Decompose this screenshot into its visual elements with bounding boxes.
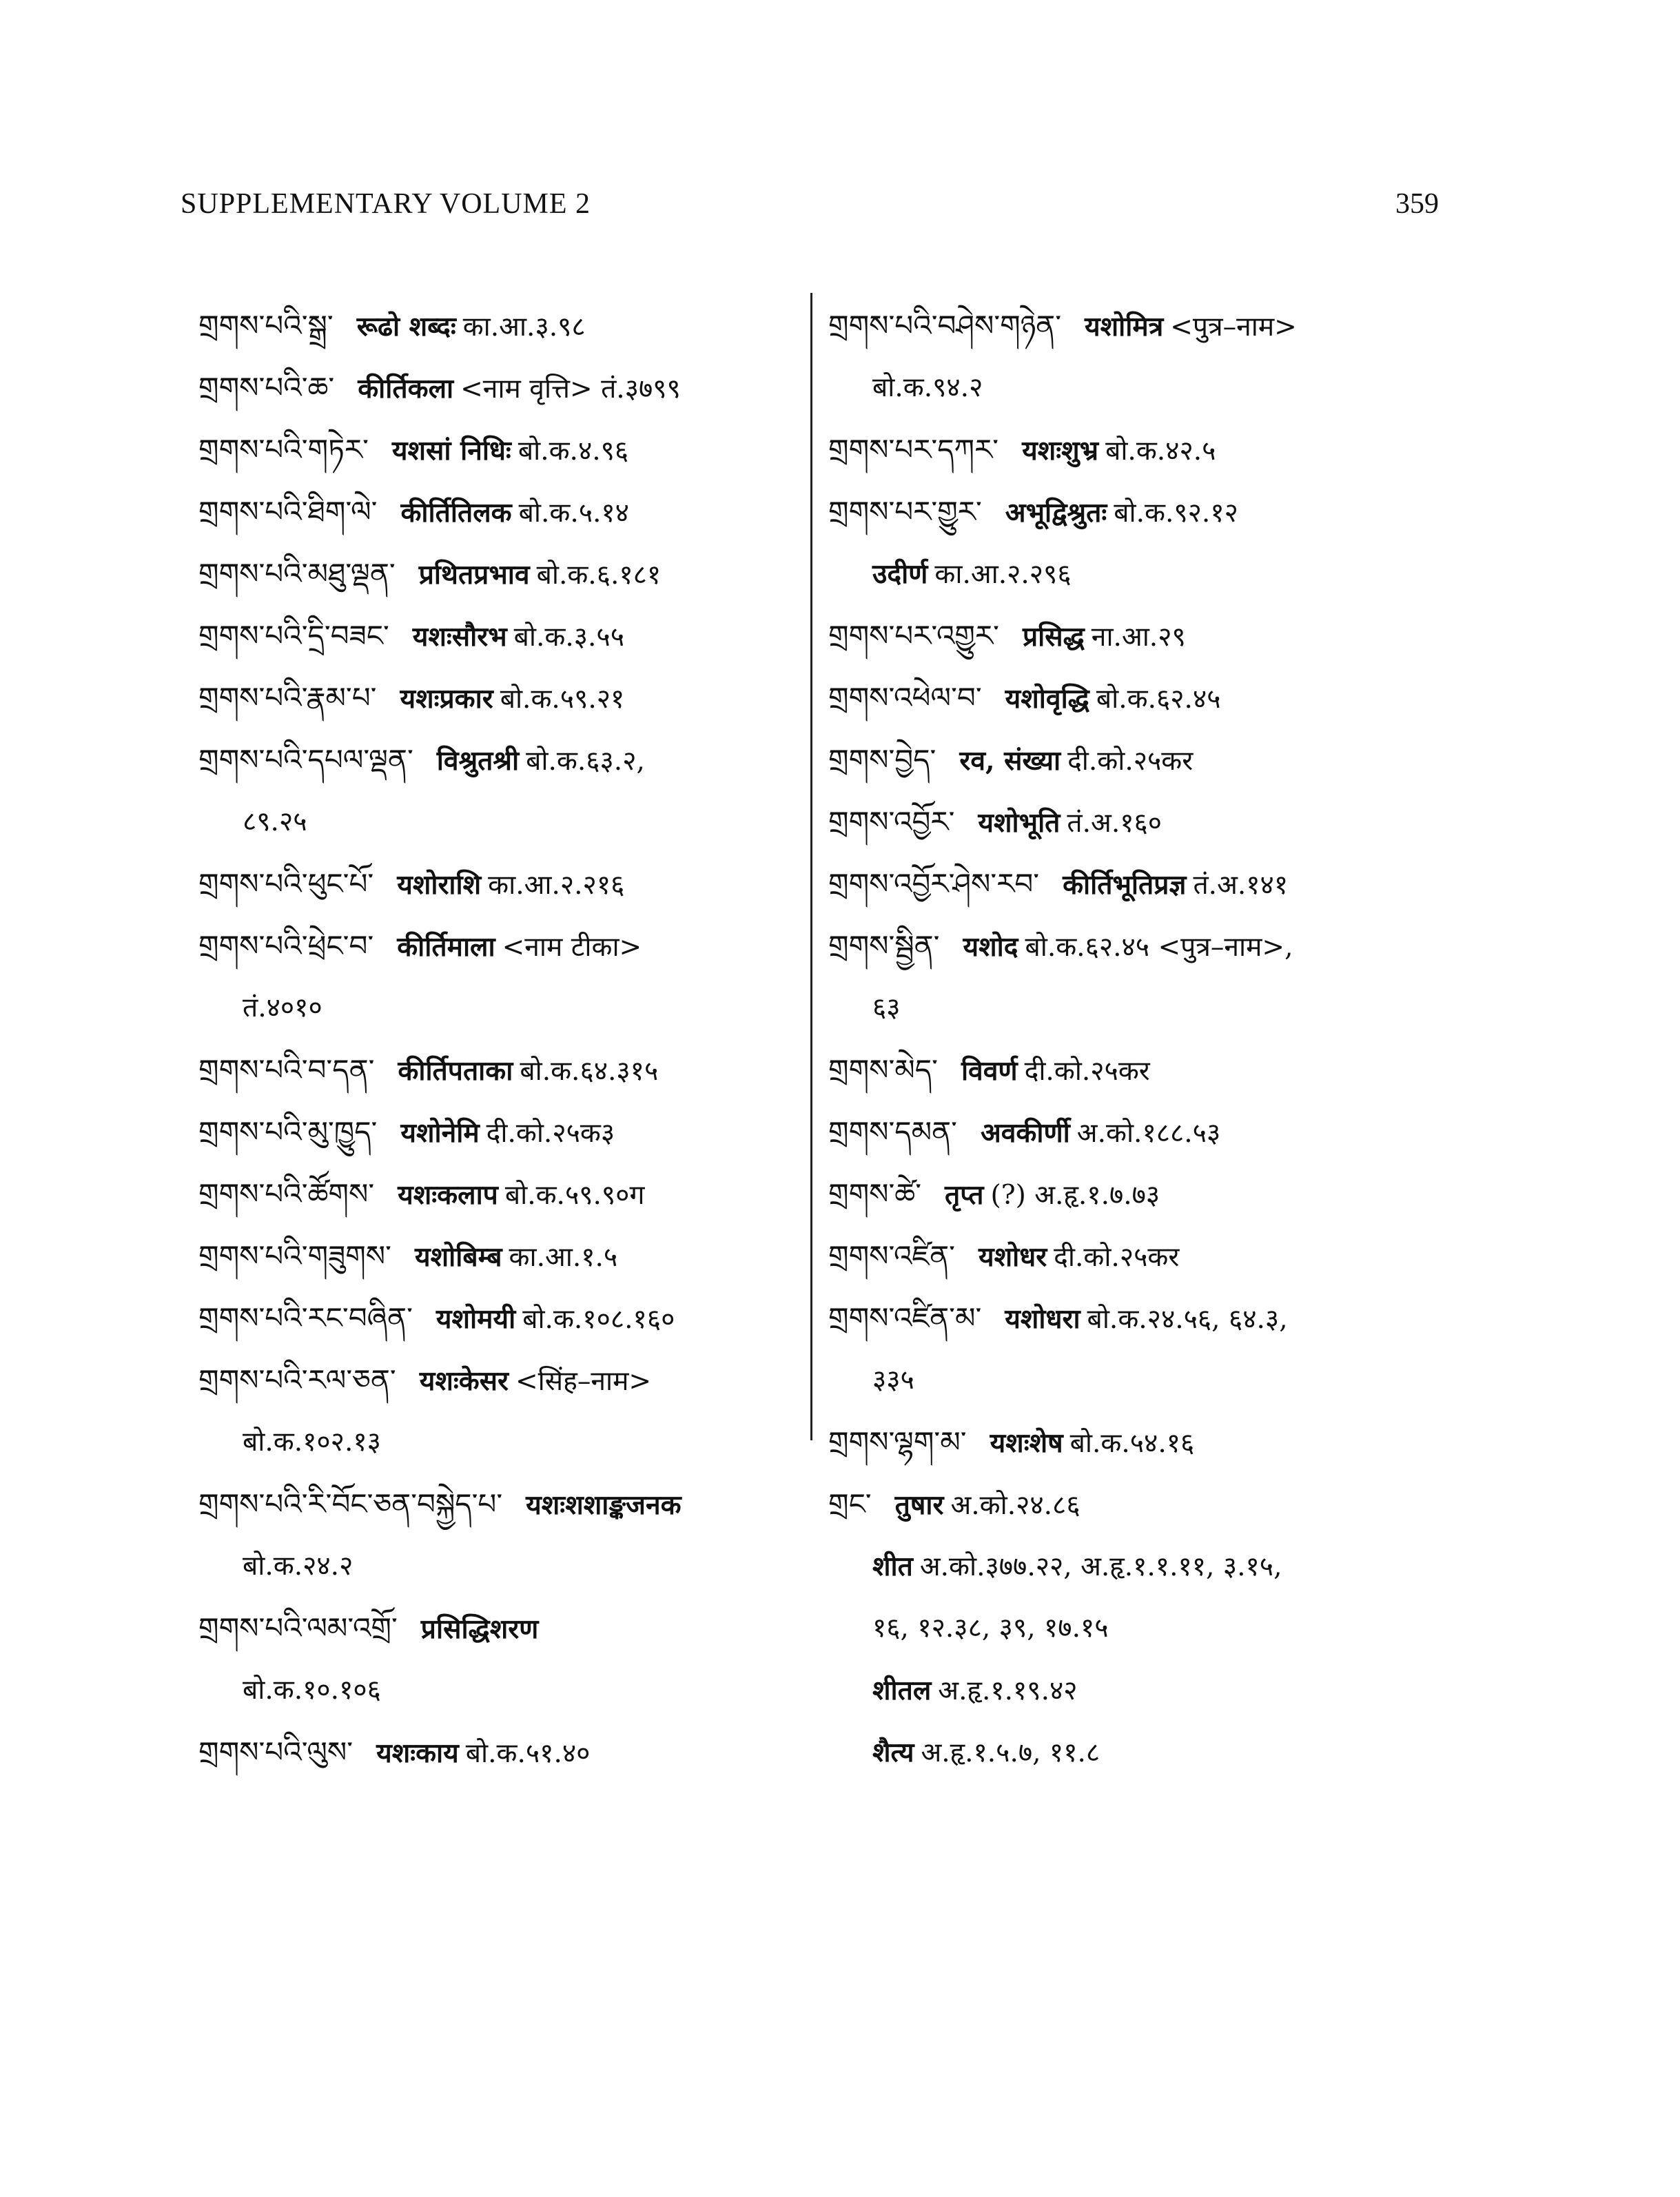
dictionary-entry [198,667,805,729]
entry-continuation [198,791,805,853]
dictionary-entry [198,419,805,481]
entry-reference: बो.क.९४.२ [872,372,983,403]
tibetan-headword: གྲགས་པའི་མཐུ་ལྡན་ [198,557,396,591]
tibetan-headword: གྲགས་པའི་གཟུགས་ [198,1239,391,1273]
tibetan-headword: གྲགས་པའི་དཔལ་ལྡན་ [198,743,413,777]
dictionary-entry [198,729,805,791]
tibetan-headword: གྲགས་པའི་སྒྲ་ [198,309,334,343]
entry-reference: तं.अ.१४१ [1193,870,1289,901]
dictionary-entry [828,1411,1448,1473]
sanskrit-term: उदीर्ण [872,558,928,590]
sanskrit-term: प्रथितप्रभाव [418,559,530,591]
sanskrit-term: कीर्तिमाला [397,931,495,963]
dictionary-entry [198,543,805,605]
sanskrit-term: कीर्तिकला [358,373,454,405]
tibetan-headword: གྲགས་པའི་ལམ་འགྲོ་ [198,1611,398,1645]
dictionary-entry [198,1473,805,1535]
sanskrit-term: शीतल [872,1675,932,1706]
dictionary-entry [198,605,805,667]
sanskrit-term: यशःशेष [990,1427,1063,1459]
dictionary-entry [828,419,1448,481]
entry-reference: ६३ [872,992,901,1023]
entry-reference: बो.क.२४.५६, ६४.३, [1087,1304,1288,1335]
sanskrit-term: विश्रुतश्री [436,745,520,777]
sanskrit-term: प्रसिद्धिशरण [420,1613,539,1645]
tibetan-headword: གྲགས་བྱེད་ [828,743,936,777]
running-title: SUPPLEMENTARY VOLUME 2 [181,188,591,220]
sanskrit-term: यशोद [963,931,1018,963]
dictionary-entry [828,605,1448,667]
entry-reference: का.आ.२.२१६ [488,870,625,901]
entry-reference: अ.को.३७७.२२, अ.हृ.१.१.११, ३.१५, [919,1551,1282,1582]
entry-reference: का.आ.२.२९६ [934,559,1072,590]
entry-reference: ३३५ [872,1365,914,1396]
entry-reference: बो.क.१०२.१३ [243,1427,381,1458]
dictionary-entry [198,481,805,543]
entry-reference: बो.क.१०८.१६० [522,1304,675,1335]
sanskrit-term: यशोमयी [436,1303,516,1335]
column-divider [810,293,812,1440]
sanskrit-term: यशोधरा [1005,1303,1080,1335]
entry-continuation [828,1597,1448,1659]
sanskrit-term: प्रसिद्ध [1022,621,1085,653]
tibetan-headword: གྲགས་པར་གྱུར་ [828,495,982,529]
entry-reference: ना.आ.२९ [1091,622,1186,653]
entry-reference: बो.क.९२.१२ [1114,498,1238,529]
sub-entry [828,543,1448,605]
sub-entry [828,1535,1448,1597]
tibetan-headword: གྲགས་འཛིན་མ་ [828,1301,982,1335]
sanskrit-term: यशोधर [978,1241,1047,1273]
entry-continuation [828,1349,1448,1411]
sanskrit-term: यशःसौरभ [412,621,507,653]
entry-reference: <पुत्र–नाम> [1170,311,1297,343]
sub-entry [828,1721,1448,1784]
entry-reference: बो.क.६.१८१ [536,560,662,591]
dictionary-entry [198,1287,805,1349]
dictionary-entry [198,1039,805,1101]
sanskrit-term: रूढो शब्दः [356,311,456,343]
tibetan-headword: གྲགས་པའི་བ་དན་ [198,1053,375,1087]
entry-reference: बो.क.४२.५ [1105,436,1216,467]
entry-reference: का.आ.३.९८ [462,311,586,343]
tibetan-headword: གྲགས་པའི་ཆ་ [198,371,335,405]
entry-continuation [198,1411,805,1473]
dictionary-entry [828,295,1448,357]
dictionary-entry [198,915,805,977]
sanskrit-term: कीर्तिभूतिप्रज्ञ [1063,869,1187,901]
dictionary-entry [198,1597,805,1659]
tibetan-headword: གྲགས་པའི་རང་བཞིན་ [198,1301,413,1335]
sanskrit-term: विवर्ण [961,1055,1018,1087]
entry-continuation [828,977,1448,1039]
entry-reference: बो.क.५१.४० [465,1738,591,1769]
entry-reference: अ.को.२४.८६ [950,1490,1080,1521]
entry-reference: (?) अ.हृ.१.७.७३ [990,1180,1160,1211]
entry-reference: बो.क.१०.१०६ [243,1675,381,1706]
sanskrit-term: अवकीर्णी [980,1117,1070,1149]
sanskrit-term: रव, संख्या [959,745,1061,777]
entry-reference: बो.क.५४.१६ [1069,1428,1195,1459]
tibetan-headword: གྲགས་པའི་ཐིག་ལེ་ [198,495,378,529]
tibetan-headword: གྲགས་ཚེ་ [828,1177,922,1211]
tibetan-headword: གྲགས་པའི་ཕུང་པོ་ [198,867,374,901]
entry-reference: बो.क.५.१४ [518,498,629,529]
sanskrit-term: यशसां निधिः [391,435,511,467]
dictionary-entry [828,1163,1448,1225]
entry-reference: बो.क.५९.९०ग [504,1180,645,1211]
sanskrit-term: यशःशुभ्र [1022,435,1099,467]
entry-reference: बो.क.५९.२१ [500,684,625,715]
dictionary-entry [828,481,1448,543]
dictionary-entry [198,357,805,419]
tibetan-headword: གྲགས་པའི་མུ་ཁྱུད་ [198,1115,378,1149]
dictionary-entry [198,295,805,357]
sanskrit-term: यशःकलाप [398,1179,498,1211]
sanskrit-term: यशोभूति [978,807,1061,839]
dictionary-entry [198,1349,805,1411]
sanskrit-term: यशःकेसर [419,1365,509,1397]
dictionary-entry [828,1473,1448,1535]
tibetan-headword: གྲགས་འཕེལ་བ་ [828,681,982,715]
dictionary-entry [828,1225,1448,1287]
left-column [198,295,805,1784]
tibetan-headword: གྲགས་པའི་ལུས་ [198,1735,354,1769]
entry-continuation [828,357,1448,419]
entry-reference: बो.क.६४.३१५ [520,1056,659,1087]
tibetan-headword: གྲགས་པའི་ཚོགས་ [198,1177,375,1211]
entry-continuation [198,977,805,1039]
entry-reference: बो.क.३.५५ [513,622,624,653]
entry-continuation [198,1535,805,1597]
sanskrit-term: यशोवृद्धि [1005,683,1089,715]
dictionary-entry [198,1163,805,1225]
right-column [828,295,1448,1784]
tibetan-headword: གྲང་ [828,1487,872,1521]
sanskrit-term: यशोनेमि [400,1117,480,1149]
tibetan-headword: གྲགས་པའི་རལ་ཅན་ [198,1363,396,1397]
tibetan-headword: གྲགས་ལྷག་མ་ [828,1425,967,1459]
sanskrit-term: शीत [872,1551,913,1582]
dictionary-entry [828,1039,1448,1101]
entry-continuation [198,1659,805,1721]
sanskrit-term: यशोराशि [397,869,482,901]
dictionary-entry [828,1101,1448,1163]
entry-reference: अ.हृ.१.१९.४२ [938,1675,1078,1706]
dictionary-entry [828,915,1448,977]
entry-reference: दी.को.२५कर [1024,1056,1150,1087]
page-header [181,187,1439,236]
entry-reference: दी.को.२५कर [1054,1242,1180,1273]
sanskrit-term: तुषार [894,1489,944,1521]
tibetan-headword: གྲགས་པའི་རི་བོང་ཅན་བསྐྱེད་པ་ [198,1487,503,1521]
entry-reference: अ.को.१८८.५३ [1076,1118,1221,1149]
tibetan-headword: གྲགས་འབྱོར་ཤེས་རབ་ [828,867,1040,901]
tibetan-headword: གྲགས་སྦྱིན་ [828,929,940,963]
tibetan-headword: གྲགས་པའི་བཤེས་གཉེན་ [828,309,1062,343]
dictionary-entry [828,853,1448,915]
page-number: 359 [1395,188,1439,220]
sub-entry [828,1659,1448,1721]
tibetan-headword: གྲགས་པའི་གཏེར་ [198,433,369,467]
dictionary-entry [828,1287,1448,1349]
entry-reference: १६, १२.३८, ३९, १७.१५ [872,1613,1109,1644]
dictionary-entry [198,1225,805,1287]
sanskrit-term: यशोबिम्ब [414,1241,502,1273]
dictionary-entry [198,1101,805,1163]
entry-reference: ८९.२५ [243,806,307,837]
entry-reference: दी.को.२५कर [1067,746,1194,777]
entry-reference: बो.क.६२.४५ <पुत्र–नाम>, [1025,932,1293,963]
sanskrit-term: कीर्तितिलक [400,497,512,529]
sanskrit-term: शैत्य [872,1737,914,1768]
dictionary-entry [198,1721,805,1784]
sanskrit-term: यशःप्रकार [400,683,493,715]
entry-reference: बो.क.४.९६ [518,436,629,467]
tibetan-headword: གྲགས་པར་དཀར་ [828,433,999,467]
tibetan-headword: གྲགས་དམན་ [828,1115,957,1149]
sanskrit-term: यशःशशाङ्कजनक [526,1489,682,1521]
entry-reference: अ.हृ.१.५.७, ११.८ [921,1737,1100,1768]
tibetan-headword: གྲགས་པའི་དྲི་བཟང་ [198,619,389,653]
entry-reference: दी.को.२५क३ [486,1118,615,1149]
dictionary-entry [828,729,1448,791]
tibetan-headword: གྲགས་པའི་ཕྲེང་བ་ [198,929,374,963]
tibetan-headword: གྲགས་འབྱོར་ [828,805,955,839]
entry-reference: <सिंह–नाम> [515,1366,652,1397]
entry-reference: तं.अ.१६० [1067,808,1162,839]
entry-reference: <नाम टीका> [502,932,642,963]
sanskrit-term: यशोमित्र [1085,311,1164,343]
dictionary-entry [828,667,1448,729]
dictionary-entry [828,791,1448,853]
entry-reference: <नाम वृत्ति> तं.३७९९ [460,374,681,405]
sanskrit-term: यशःकाय [376,1737,459,1769]
tibetan-headword: གྲགས་འཛིན་ [828,1239,955,1273]
dictionary-entry [198,853,805,915]
sanskrit-term: कीर्तिपताका [398,1055,513,1087]
sanskrit-term: अभूद्विश्रुतः [1005,497,1107,529]
sanskrit-term: तृप्त [945,1179,984,1211]
tibetan-headword: གྲགས་མེད་ [828,1053,938,1087]
entry-reference: बो.क.६३.२, [526,746,645,777]
entry-reference: का.आ.१.५ [509,1242,618,1273]
entry-reference: बो.क.२४.२ [243,1551,354,1582]
tibetan-headword: གྲགས་པའི་རྣམ་པ་ [198,681,377,715]
entry-reference: बो.क.६२.४५ [1096,684,1221,715]
tibetan-headword: གྲགས་པར་འགྱུར་ [828,619,999,653]
entry-reference: तं.४०१० [243,992,322,1023]
